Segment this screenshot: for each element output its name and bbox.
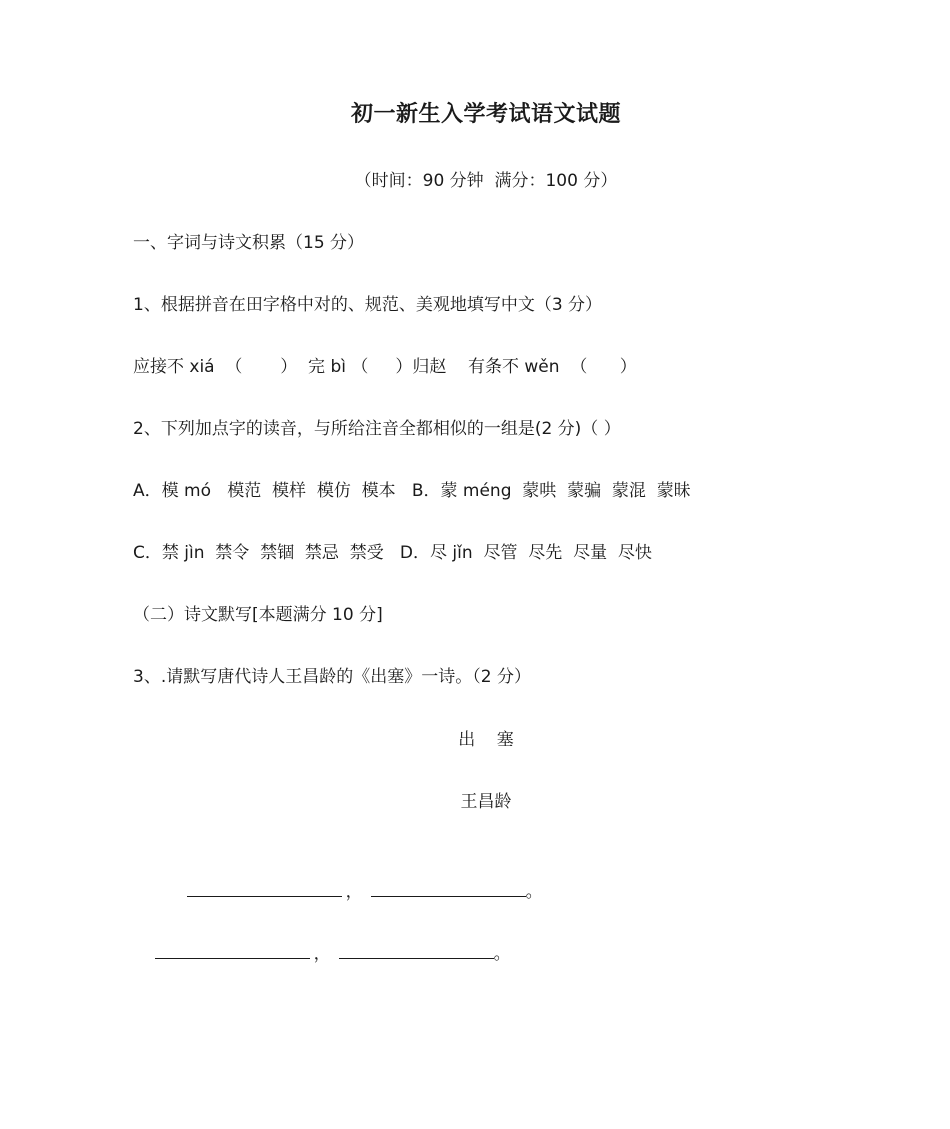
poem-line-2 — [133, 916, 511, 990]
comma-mark: ， — [345, 882, 363, 902]
comma-mark: ， — [313, 944, 331, 964]
exam-title: 初一新生入学考试语文试题 — [350, 102, 621, 127]
period-mark: 。 — [493, 944, 511, 964]
question-2-text: 2、下列加点字的读音，与所给注音全都相似的一组是(2 分)（ ） — [133, 419, 621, 439]
answer-blank[interactable] — [187, 878, 342, 897]
exam-time-info: （时间：90 分钟 满分：100 分） — [354, 171, 618, 191]
answer-blank[interactable] — [339, 940, 494, 959]
answer-blank[interactable] — [371, 878, 526, 897]
period-mark: 。 — [525, 882, 543, 902]
question-2-options-ab: A．模 mó 模范 模样 模仿 模本 B．蒙 méng 蒙哄 蒙骗 蒙混 蒙昧 — [133, 481, 691, 501]
question-1-pinyin-blanks: 应接不 xiá （ ） 完 bì （ ）归赵 有条不 wěn （ ） — [133, 357, 637, 377]
section-1-heading: 一、字词与诗文积累（15 分） — [133, 233, 365, 253]
poem-author: 王昌龄 — [460, 792, 512, 812]
answer-blank[interactable] — [155, 940, 310, 959]
question-2-options-cd: C．禁 jìn 禁令 禁锢 禁忌 禁受 D．尽 jǐn 尽管 尽先 尽量 尽快 — [133, 543, 652, 563]
question-3-text: 3、.请默写唐代诗人王昌龄的《出塞》一诗。（2 分） — [133, 667, 531, 687]
question-1-text: 1、根据拼音在田字格中对的、规范、美观地填写中文（3 分） — [133, 295, 603, 315]
section-2-heading: （二）诗文默写[本题满分 10 分] — [133, 605, 383, 625]
poem-title: 出 塞 — [458, 730, 514, 750]
